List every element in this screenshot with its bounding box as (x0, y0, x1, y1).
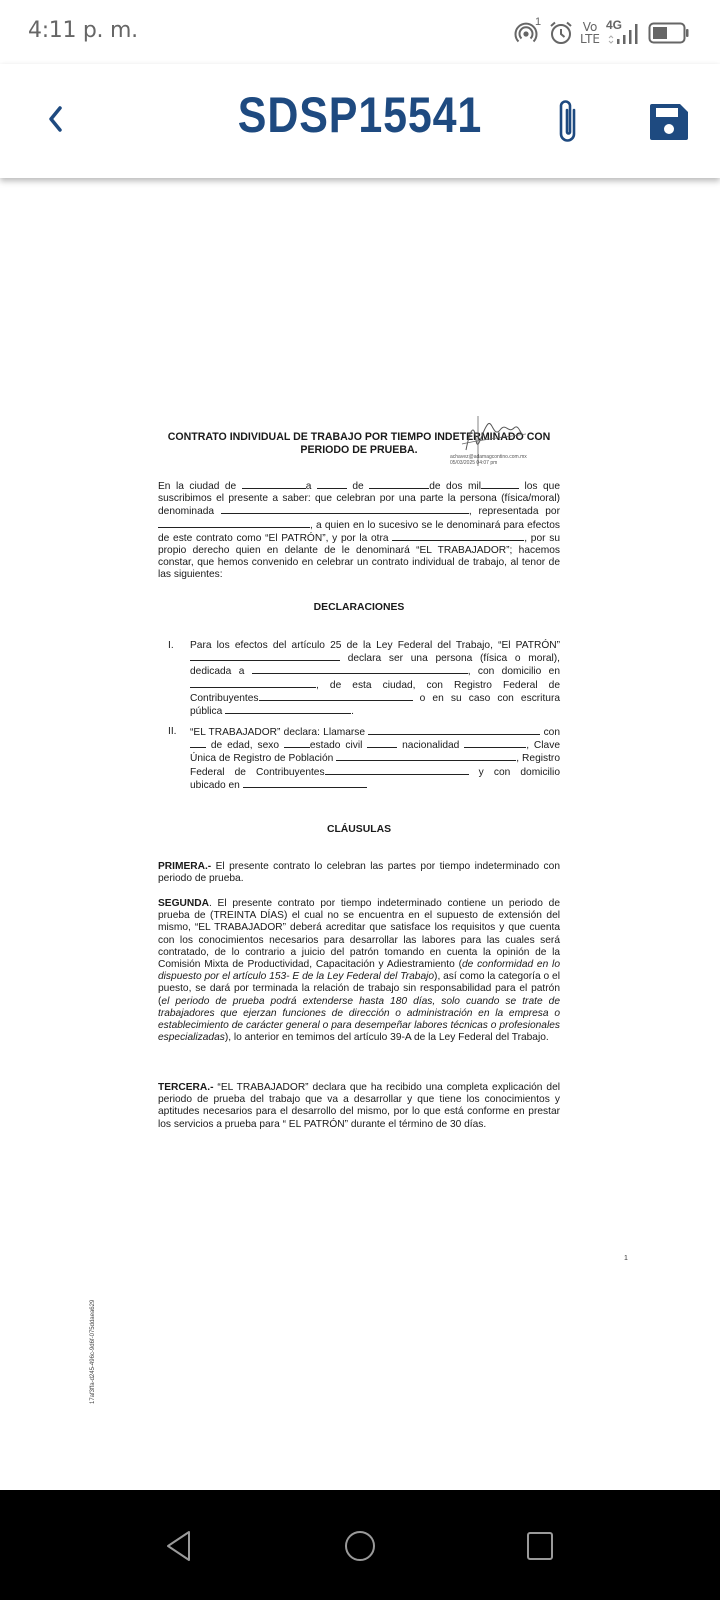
clausula-primera: PRIMERA.- El presente contrato lo celebran las partes por tiempo indeterminado con periodo de prueba. (158, 861, 560, 885)
app-bar (0, 64, 720, 178)
volte-icon: Vo LTE (580, 20, 600, 46)
battery-icon (648, 21, 690, 45)
intro-paragraph: En la ciudad de a de de dos mil los que suscribimos el presente a saber: que celebran por una parte la persona (física/moral) denominada , representada por , a quien en lo sucesivo se le denominará para efectos de este contrato como “El PATRÓN”, y por la otra , por su propio derecho quien en delante de le denominará “EL TRABAJADOR”; hacemos constar, que hemos convenido en celebrar un contrato individual de trabajo, al tenor de las siguientes: (158, 481, 560, 581)
status-time: 4:11 p. m. (28, 18, 138, 43)
declaraciones-heading: DECLARACIONES (313, 602, 405, 613)
nav-recents-button[interactable] (520, 1526, 560, 1566)
document-viewer[interactable] (0, 178, 720, 1490)
save-button[interactable] (648, 102, 690, 142)
document-id-vertical: 17af3ffa-d245-496c-9d6f-075ddaea629 (90, 1299, 96, 1404)
4g-signal-icon: 4G (606, 20, 642, 46)
document-page (0, 178, 720, 1490)
app-title: SDSP15541 (237, 87, 483, 143)
document-title: CONTRATO INDIVIDUAL DE TRABAJO POR TIEMPO INDETERMINADO CON PERIODO DE PRUEBA. (167, 431, 551, 456)
paperclip-icon (554, 96, 584, 146)
square-recents-icon (520, 1526, 560, 1566)
nav-home-button[interactable] (340, 1526, 380, 1566)
triangle-back-icon (160, 1526, 200, 1566)
clausula-segunda: SEGUNDA. El presente contrato por tiempo indeterminado contiene un periodo de prueba de (TREINTA DÍAS) el cual no se encuentra en el supuesto de extensión del mismo, “EL TRABAJADOR” deberá acreditar que satisface los requisitos y que cuenta con los conocimientos necesarios para desarrollar las labores para las cuales será contratado, de lo contrario a juicio del patrón tomando en cuenta la opinión de la Comisión Mixta de Productividad, Capacitación y Adiestramiento (de conformidad en lo dispuesto por el artículo 153- E de la Ley Federal del Trabajo), así como la categoría o el puesto, se dará por terminada la relación de trabajo sin responsabilidad para el patrón (el periodo de prueba podrá extenderse hasta 180 días, solo cuando se trate de trabajadores que ejerzan funciones de dirección o administración en la empresa o establecimiento de carácter general o para desempeñar labores técnicas o profesionales especializadas), lo anterior en temimos del artículo 39-A de la Ley Federal del Trabajo. (158, 898, 560, 1044)
status-icons (514, 18, 690, 48)
nav-back-button[interactable] (160, 1526, 200, 1566)
floppy-disk-icon (648, 102, 690, 142)
attach-button[interactable] (554, 96, 584, 146)
circle-home-icon (340, 1526, 380, 1566)
status-bar (0, 0, 720, 64)
alarm-icon (548, 20, 574, 46)
page-number: 1 (624, 1255, 628, 1262)
clausula-tercera: TERCERA.- “EL TRABAJADOR” declara que ha recibido una completa explicación del periodo de prueba del trabajo que va a desarrollar y que tiene los conocimientos y aptitudes necesarios para el desarrollo del mismo, por lo que está conforme en prestar los servicios a prueba para “ EL PATRÓN” durante el término de 30 días. (158, 1082, 560, 1130)
clausulas-heading: CLÁUSULAS (326, 824, 392, 835)
signature-details: achavez@adamagcontino.com.mx 05/03/2025 04:07 pm (450, 454, 527, 466)
system-nav-bar (0, 1490, 720, 1600)
declaracion-item: I. Para los efectos del artículo 25 de la Ley Federal del Trabajo, “El PATRÓN” declara ser una persona (física o moral), dedicada a , con domicilio en, de esta ciudad, con Registro Federal de Contribuyentes o en su caso con escritura pública . (168, 640, 560, 718)
hotspot-count: 1 (535, 16, 542, 28)
hotspot-icon (514, 16, 542, 46)
declaracion-item: II. “EL TRABAJADOR” declara: Llamarse con de edad, sexo estado civil nacionalidad , Clave Única de Registro de Población , Registro Federal de Contribuyentes y con domicilio ubicado en (168, 726, 561, 791)
